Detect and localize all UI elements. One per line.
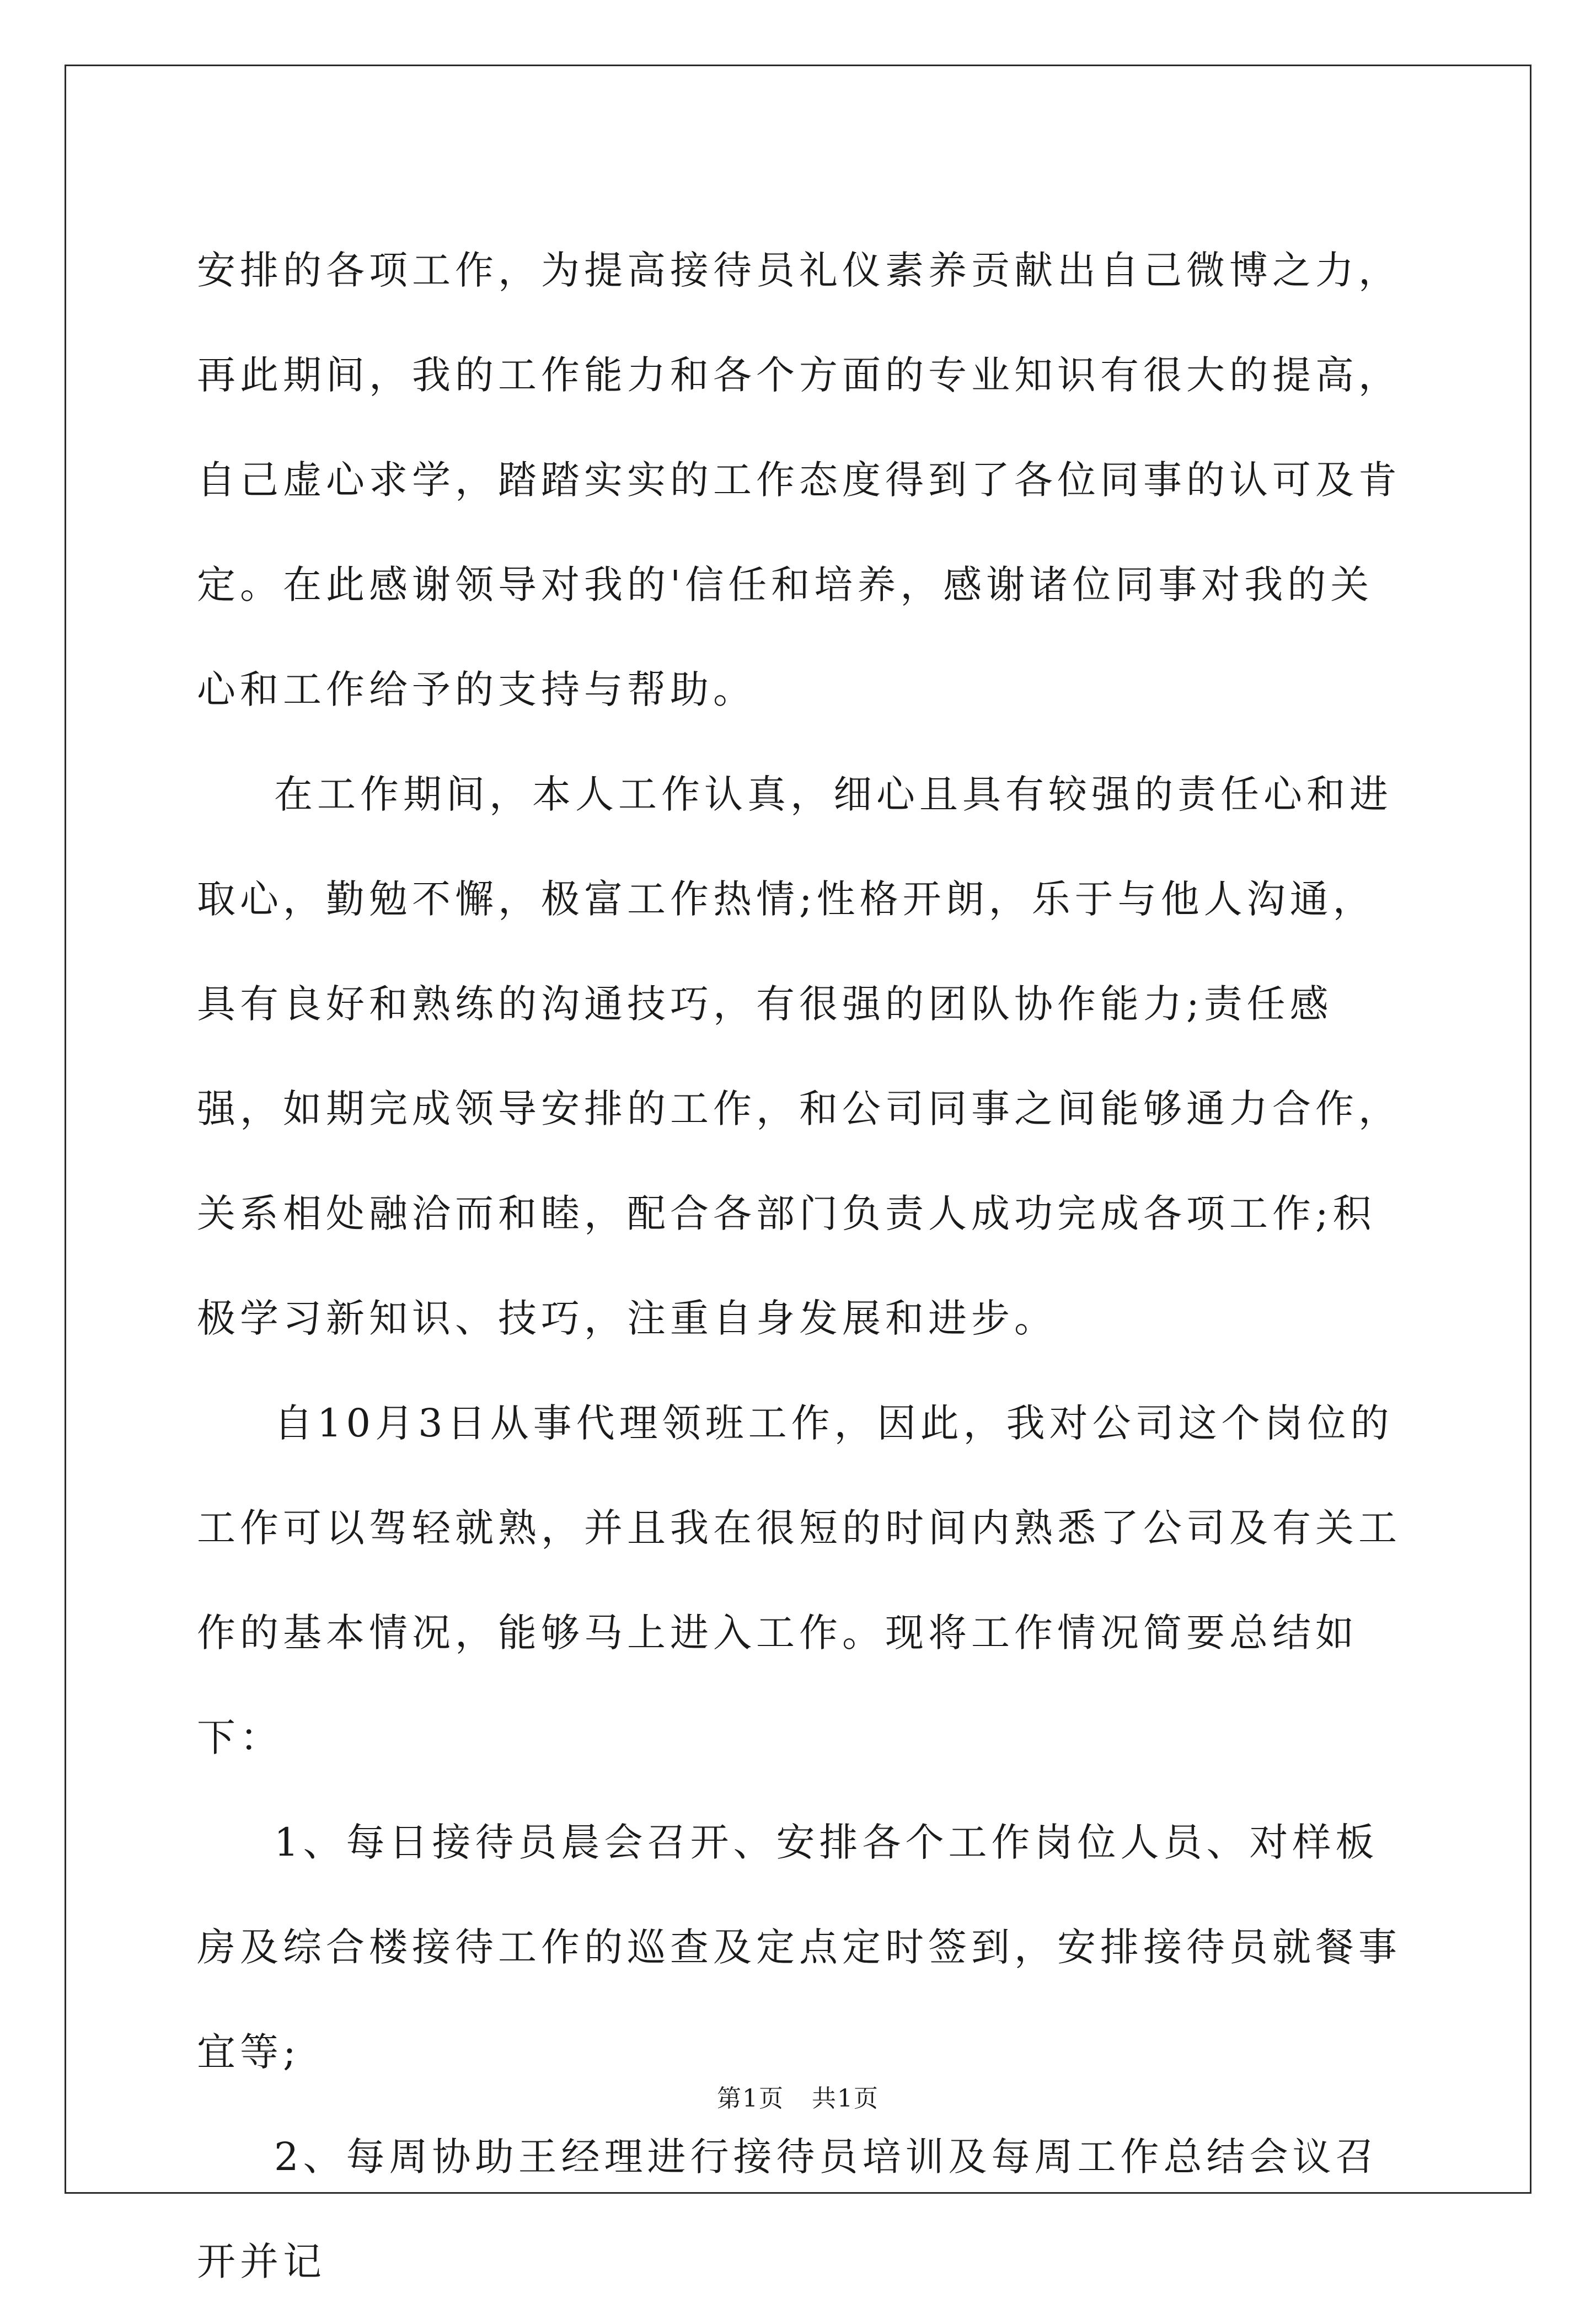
list-item-2: 2、每周协助王经理进行接待员培训及每周工作总结会议召开并记 xyxy=(197,2134,1379,2284)
paragraph-3: 自10月3日从事代理领班工作，因此，我对公司这个岗位的工作可以驾轻就熟，并且我在很短的时间内熟悉了公司及有关工作的基本情况，能够马上进入工作。现将工作情况简要总结如下： xyxy=(197,1401,1401,1760)
page-footer xyxy=(0,2082,1596,2115)
list-item-1: 1、每日接待员晨会召开、安排各个工作岗位人员、对样板房及综合楼接待工作的巡查及定点定时签到，安排接待员就餐事宜等; xyxy=(197,1820,1401,2075)
paragraph-2: 在工作期间，本人工作认真，细心且具有较强的责任心和进取心，勤勉不懈，极富工作热情;性格开朗，乐于与他人沟通，具有良好和熟练的沟通技巧，有很强的团队协作能力;责任感强，如期完成领导安排的工作，和公司同事之间能够通力合作，关系相处融洽而和睦，配合各部门负责人成功完成各项工作;积极学习新知识、技巧，注重自身发展和进步。 xyxy=(197,772,1401,1341)
page-total: 共1页 xyxy=(812,2085,879,2113)
page-number: 第1页 xyxy=(717,2085,784,2113)
paragraph-1: 安排的各项工作，为提高接待员礼仪素养贡献出自己微博之力，再此期间，我的工作能力和各个方面的专业知识有很大的提高，自己虚心求学，踏踏实实的工作态度得到了各位同事的认可及肯定。在此感谢领导对我的'信任和培养，感谢诸位同事对我的关心和工作给予的支持与帮助。 xyxy=(197,248,1401,712)
document-body xyxy=(197,218,1410,2314)
